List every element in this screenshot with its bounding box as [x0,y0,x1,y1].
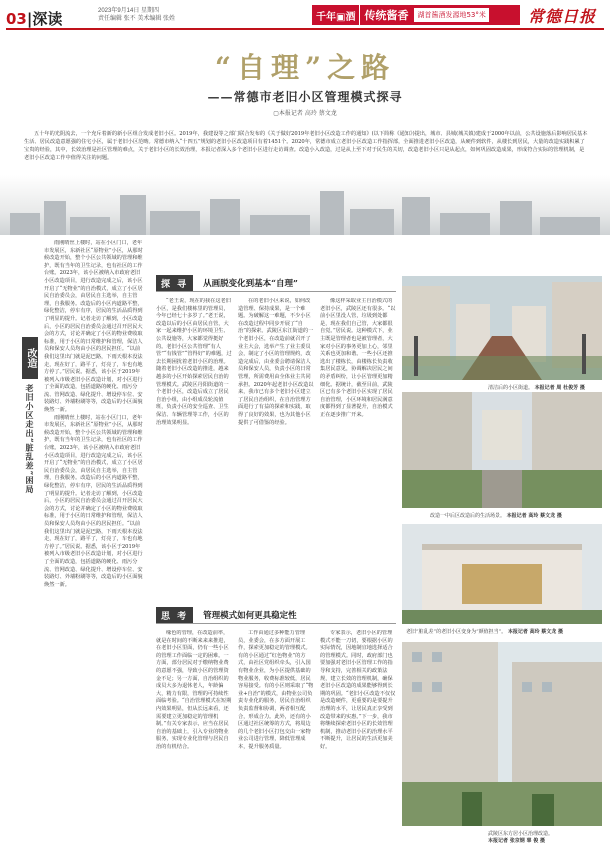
article-title: “自理”之路 [214,51,396,84]
caption-4 [488,830,553,844]
photo-residential [402,642,602,826]
section1-col3: 像这样采取业主自治模式的老旧小区，武陵区还有很多。“以前小区里没人管，垃圾到处都是，现在我们自己管，大家都很自觉。”居民说。这种模式下，业主既是管理者也是被管理者，大家对小区的事务更加上心，邻里关系也更加和谐。一些小区还推选出了楼栋长，由楼栋长负责收集居民意见，协调解决居民之间的矛盾纠纷，让小区管理更加精细化。据统计，截至目前，武陵区已有多个老旧小区实现了居民自治管理，小区环境和居民满意度都得到了显著提升，自治模式正在逐步推广开来。 [320,298,396,418]
page-number-section: 03|深读 [6,10,63,28]
caption-2 [430,512,562,519]
section2-headline: 管理模式如何更具稳定性 [203,611,297,621]
section2-tag: 思 考 [156,607,193,624]
section1-headline: 从画脱变化到基本“自理” [203,279,298,289]
page-header [0,0,610,34]
sidebar-text-cont: 雨刚晴丝上楼时，站在小区门口，老年市发展区，东新社区“原物业”小区，从那时候改造开始，整个小区公共领域的管理和维护，既有当年的卫生记录，也有社区的工作台账。2023年，该小区被纳入市政府老旧小区改造项目，进行改造完成之后，该小区开启了“无物业”的自治模式，成立了小区居民自治委员会，由居民自主选举，自主管理，自我服务。改造后的小区内道路平整，绿化整洁，停车有序，居民的生活品质得到了明显的提升。记者走访了解到，小区改造后，小区的居民自治委员会通过召开居民大会的方式，讨论并确定了小区的物业费收取标准，用于小区的日常维护和管理，保洁人员和保安人员均由小区的居民担任。“以前我们这里出门就是泥巴路，下雨天根本没法走，现在好了，路平了，灯亮了，车也有地方停了。”居民说。据悉，该小区于2019年被列入市级老旧小区改造计划，对小区进行了全面的改造，包括道路的硬化、雨污分流、管网改造、绿化提升、增设停车位、安装路灯、外墙粉刷等等，改造后的小区面貌焕然一新。 [44,414,143,588]
header-rule [6,28,604,30]
caption-4-credit: 本报记者 张京钢 辜 俊 摄 [488,838,545,844]
section2-col2: 工作由通过多种能力管理员，业委会，在多方面开展工作，探索更加稳定的管理模式。有的小区通过“红色物业”的方式，由社区党组织牵头，引入国有物业企业，为小区提供基础的物业服务，收费标准较低，居民容易接受。有的小区则采取了“物业+自治”的模式，由物业公司负责专业化的服务，居民自治组织负责监督和协调，两者相互配合，形成合力。此外，还有的小区通过社区统筹的方式，将周边的几个老旧小区打包交由一家物业公司进行管理，降低管理成本，提升服务质量。 [238,630,314,750]
section1-header [156,274,396,292]
section2-col3: 专家表示，老旧小区的管理模式不能一刀切，要根据小区的实际情况，因地制宜地选择适合的管理模式。同时，政府部门也要加强对老旧小区管理工作的指导和支持，完善相关的政策法规，建立长效的管理机制，确保老旧小区改造的成果能够得到长期的巩固。“老旧小区改造不仅仅是改造硬件，更重要的是要提升治理的水平，让居民真正享受到改造带来的实惠。”下一步，我市将继续探索老旧小区的长效管理机制，推动老旧小区的治理水平不断提升，让居民的生活更加美好。 [320,630,396,750]
ad-slogan: 传统酱香 [364,9,409,22]
caption-3-text: 老旧“脏乱差”的老旧小区变身为“颜值担当”。 [406,629,507,635]
sidebar-text: 雨刚晴丝上楼时，站在小区门口，老年市发展区，东新社区“原物业”小区，从那时候改造开始，整个小区公共领域的管理和维护，既有当年的卫生记录，也有社区的工作台账。2023年，该小区被纳入市政府老旧小区改造项目，进行改造完成之后，该小区开启了“无物业”的自治模式，成立了小区居民自治委员会，由居民自主选举，自主管理，自我服务。改造后的小区内道路平整，绿化整洁，停车有序，居民的生活品质得到了明显的提升。记者走访了解到，小区改造后，小区的居民自治委员会通过召开居民大会的方式，讨论并确定了小区的物业费收取标准，用于小区的日常维护和管理，保洁人员和保安人员均由小区的居民担任。“以前我们这里出门就是泥巴路，下雨天根本没法走，现在好了，路平了，灯亮了，车也有地方停了。”居民说。据悉，该小区于2019年被列入市级老旧小区改造计划，对小区进行了全面的改造，包括道路的硬化、雨污分流、管网改造、绿化提升、增设停车位、安装路灯、外墙粉刷等等，改造后的小区面貌焕然一新。 [44,240,143,414]
meta-date: 2023年9月14日 星期四 [98,8,160,14]
section-name: 深读 [32,10,63,28]
caption-1-credit: 本报记者 周 杜俊芳 摄 [534,385,585,391]
caption-1 [488,384,585,391]
caption-2-credit: 本报记者 高玲 蔡文龙 摄 [506,513,562,519]
sidebar-headline: 老旧小区走出“脏乱差”困局 [25,384,35,495]
article-title-block [0,46,610,117]
section1-col2: 在的老旧小区来说，如何改造管理、保持成果，是一个难题。为破解这一难题，不少小区在改造过程中同步开展了“自治”的探索。武陵区东江街道的一个老旧小区，在改造前就召开了业主大会，选举产生了业主委员会，制定了小区的管理规约，改造完成后，由业委会聘请保洁人员和保安人员，负责小区的日常管理，所需费用由全体业主共同承担。2020年起老旧小区改造以来，我市已有多个老旧小区建立了居民自治组织，在自治管理方面进行了有益的探索和实践，取得了良好的效果，也为其他小区提供了可借鉴的经验。 [238,298,314,426]
page-meta [98,7,175,23]
caption-3-credit: 本报记者 高玲 蔡文龙 摄 [507,629,564,635]
article-subtitle: ——常德市老旧小区管理模式探寻 [207,90,403,104]
ad-tagline: 湖首酱酒发源地53°米 [414,8,488,22]
header-ad[interactable] [312,5,520,25]
caption-1-text: 清洁后的小区街道。 [488,385,534,391]
ad-brand: 千年▣酒 [312,5,360,25]
photo-facade [402,524,602,624]
photo-community [402,392,602,508]
article-byline: ▢本报记者 高玲 蔡文龙 [273,110,337,117]
caption-3 [406,628,563,635]
section2-col1: 缘色的管理，在改造前率，就是在时间的不断来来来推进，在老旧小区里面，仍有一些小区的管理工作面临一定的困难。一方面，部分居民对于缴纳物业费的意愿不强，导致小区的管理资金不足；另一方面，自治组织的成员大多为退休老人，年龄偏大，精力有限，管理的可持续性面临考验。“自治管理模式在短期内效果明显，但从长远来看，还需要建立更加稳定的管理机制。”有关专家表示，应当在居民自治的基础上，引入专业的物业服务，实现专业化管理与居民自治的有机结合。 [156,630,232,750]
meta-editors: 责任编辑 张不 美术编辑 张姓 [98,16,176,22]
hero-skyline-image [0,175,610,235]
masthead: 常德日报 [528,7,597,26]
sidebar-body [44,240,144,860]
page-number: 03 [6,10,27,28]
article-intro: 五十年的光阴流去，一个充斥着新的新小区组合发成老旧小区。2019年，我建设等之部门联合发布的《关于做好2019年老旧小区改造工作的通知》(以下简称《通知》)提出，城市、县城(城关镇)建成于2000年以前，公共设施落后影响居民基本生活、居民改造意愿强的住宅小区，属于老旧小区范畴。常德市纳入“十四五”规划的老旧小区改造项目有着1451个。2020年，常德市成立老旧小区改造工作指挥部，全面推进老旧小区改造，从硬件到软件，从楼长到居民，大量的改造实践积累了宝贵的经验，其中，长效治理是社区管理的难点，关于老旧小区的长效治理，本报记者深入多个老旧小区进行走访调查。改造小入改造，过是从上至下对于民生的关切，改造老旧小区只是从起点，如何巩固改造成果，形成符合实际的管理机制，是老旧小区改造工作中值得关注的问题。 [24,131,588,161]
section1-tag: 探 寻 [156,275,193,292]
caption-2-text: 改造一中后区改造后的生活场景。 [430,513,506,519]
caption-4-text: 武陵区东方居小区治理改造。 [488,831,554,837]
section1-col1: “老王说，现在的我在这老旧小区，是我们楼栋里的管理员，今年已经七十多岁了。”老王说，改造以后的小区由居民自管，大家一起来维护小区的环境卫生、公共设施等，大家都觉得挺好的。老旧小区公共管理“有人管”“有钱管”“管得好”的难题，过去长期困扰着老旧小区的治理。随着老旧小区改造的推进，越来越多的小区开始探索居民自治的管理模式。武陵区丹阳街道的一个老旧小区，改造后成立了居民自治小组，由小组成员轮流值班，负责小区的安全巡查、卫生保洁、车辆管理等工作，小区的治理效果明显。 [156,298,232,426]
photo-street [402,276,602,380]
section2-header [156,606,396,624]
sidebar-tag: 改造 [22,337,38,379]
